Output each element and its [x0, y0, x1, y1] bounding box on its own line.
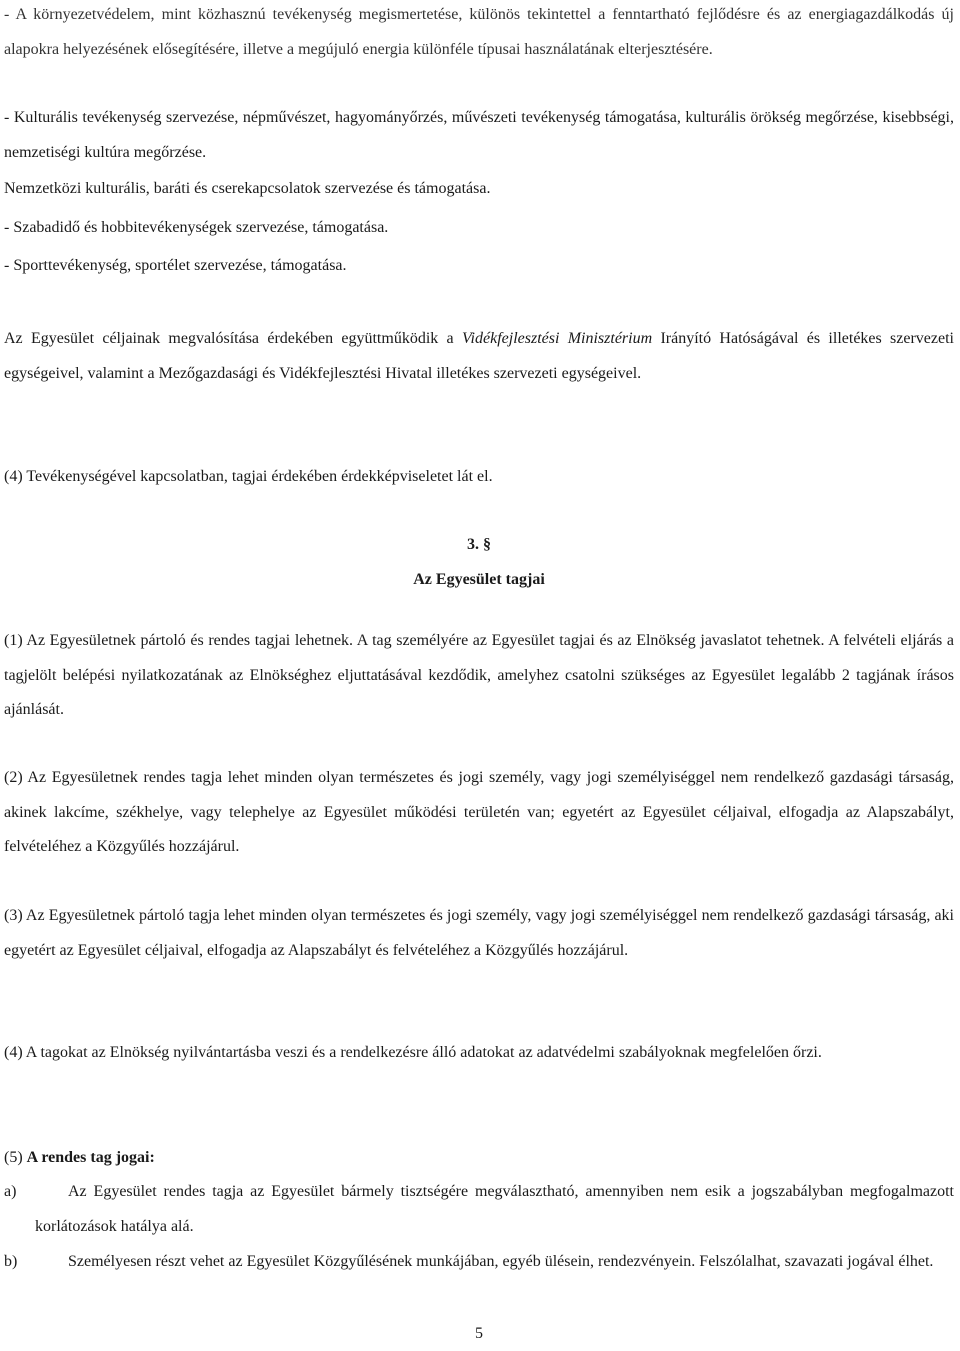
list-item-text: [35, 1175, 954, 1244]
rights-list: [4, 1175, 954, 1280]
section-number: 3. §: [467, 536, 491, 553]
list-item-label: a): [4, 1183, 17, 1200]
list-item-body: Személyesen részt vehet az Egyesület Közgyűlésének munkájában, egyéb ülésein, rendezvényein. Felszólalhat, szavazati jogával élhet.: [68, 1253, 934, 1270]
paragraph-4: (4) Tevékenységével kapcsolatban, tagjai érdekében érdekképviseletet lát el.: [4, 468, 493, 485]
members-paragraph-5: [4, 1141, 954, 1176]
cooperation-text-start: Az Egyesület céljainak megvalósítása érdekében együttműködik a: [4, 330, 462, 347]
intro-item-international: Nemzetközi kulturális, baráti és cserekapcsolatok szervezése és támogatása.: [4, 180, 491, 197]
page-number: 5: [475, 1325, 483, 1342]
intro-item-environment: - A környezetvédelem, mint közhasznú tevékenység megismertetése, különös tekintettel a fenntartható fejlődésre és az energiagazdálkodás új alapokra helyezésének elősegítésére, illetve a megújuló energia különféle típusai használatának elterjesztésére.: [4, 6, 954, 58]
member-rights-title: A rendes tag jogai:: [26, 1149, 155, 1166]
members-paragraph-4: (4) A tagokat az Elnökség nyilvántartásba veszi és a rendelkezésre álló adatokat az adatvédelmi szabályoknak megfelelően őrzi.: [4, 1044, 822, 1061]
cooperation-text-end: Irányító Hatóságával és illetékes szervezeti egységeivel, valamint a Mezőgazdasági és Vidékfejlesztési Hivatal illetékes szervezeti egységeivel.: [4, 330, 955, 382]
members-paragraph-2: (2) Az Egyesületnek rendes tagja lehet minden olyan természetes és jogi személy, vagy jogi személyiséggel nem rendelkező gazdasági társaság, akinek lakcíme, székhelye, vagy telephelye az Egyesület működési területén van; egyetért az Egyesület céljaival, elfogadja az Alapszabályt, felvételéhez a Közgyűlés hozzájárul.: [4, 769, 954, 855]
members-paragraph-3: (3) Az Egyesületnek pártoló tagja lehet minden olyan természetes és jogi személy, vagy jogi személyiséggel nem rendelkező gazdasági társaság, aki egyetért az Egyesület céljaival, elfogadja az Alapszabályt és felvételéhez a Közgyűlés hozzájárul.: [4, 907, 954, 959]
intro-item-sport: - Sporttevékenység, sportélet szervezése, támogatása.: [4, 257, 347, 274]
list-item-label: b): [4, 1253, 18, 1270]
list-item: [4, 1175, 954, 1244]
list-item: [4, 1245, 954, 1280]
list-item-body: Az Egyesület rendes tagja az Egyesület bármely tisztségére megválasztható, amennyiben nem esik a jogszabályban megfogalmazott korlátozások hatálya alá.: [35, 1183, 954, 1235]
cooperation-paragraph: [4, 322, 954, 391]
intro-item-culture: - Kulturális tevékenység szervezése, népművészet, hagyományőrzés, művészeti tevékenység támogatása, kulturális örökség megőrzése, kisebbségi, nemzetiségi kultúra megőrzése.: [4, 109, 954, 161]
intro-item-leisure: - Szabadidő és hobbitevékenységek szervezése, támogatása.: [4, 219, 389, 236]
ministry-name: Vidékfejlesztési Minisztérium: [461, 330, 653, 347]
section-title: Az Egyesület tagjai: [413, 571, 545, 588]
list-item-text: [35, 1245, 954, 1280]
paragraph-5-number: (5): [4, 1149, 27, 1166]
members-paragraph-1: (1) Az Egyesületnek pártoló és rendes tagjai lehetnek. A tag személyére az Egyesület tagjai és az Elnökség javaslatot tehetnek. A felvételi eljárás a tagjelölt belépési nyilatkozatának az Elnökséghez eljuttatásával kezdődik, amelyhez csatolni szükséges az Egyesület legalább 2 tagjának írásos ajánlását.: [4, 632, 954, 718]
